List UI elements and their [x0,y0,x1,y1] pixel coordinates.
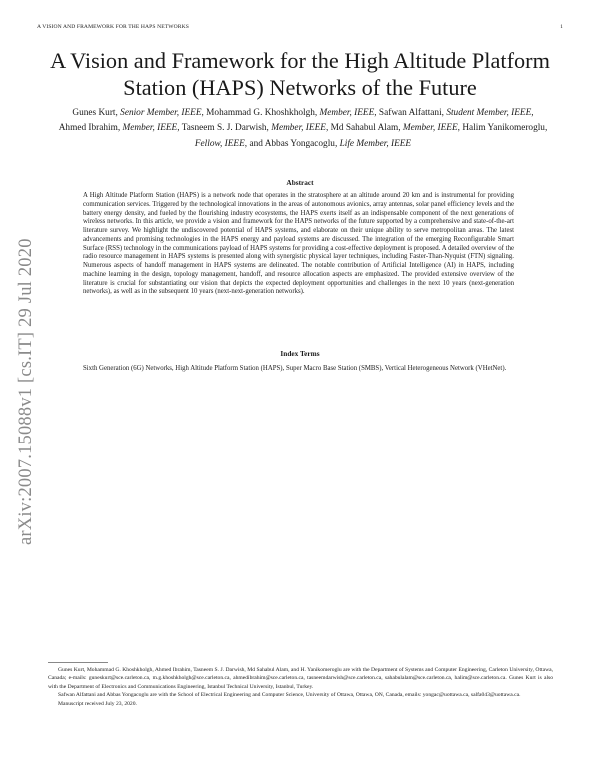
author-name: Tasneem S. J. Darwish [181,123,267,134]
paper-title: A Vision and Framework for the High Altitude Platform Station (HAPS) Networks of the Future [50,48,550,100]
author-name: Md Sahabul Alam [330,123,399,134]
author-list: Gunes Kurt, Senior Member, IEEE, Mohammad G. Khoshkholgh, Member, IEEE, Safwan Alfattani, Student Member, IEEE, Ahmed Ibrahim, Member, IEEE, Tasneem S. J. Darwish, Member, IEEE, Md Sahabul Alam, Member, IEEE, Halim Yanikomeroglu, Fellow, IEEE, and Abbas Yongacoglu, Life Member, IEEE [58,108,548,149]
author-membership: Member, IEEE [402,123,458,134]
footnote-affiliation-ottawa: Safwan Alfattani and Abbas Yongacoglu are with the School of Electrical Engineering and Computer Science, University of Ottawa, Ottawa, ON, Canada, emails: yongac@uottawa.ca, salfa043@uottawa.ca. [58,692,521,699]
arxiv-stamp[interactable]: arXiv:2007.15088v1 [cs.IT] 29 Jul 2020 [16,238,36,545]
index-terms-text: Sixth Generation (6G) Networks, High Altitude Platform Station (HAPS), Super Macro Base Station (SMBS), Vertical Heterogeneous Network (VHetNet). [83,365,507,372]
author-membership: Life Member, IEEE [339,138,412,149]
author-membership: Senior Member, IEEE [120,108,202,118]
running-title: A VISION AND FRAMEWORK FOR THE HAPS NETWORKS [37,24,189,30]
abstract-heading: Abstract [286,178,314,187]
footnotes [48,666,553,708]
author-membership: Student Member, IEEE [446,108,532,118]
author-membership: Member, IEEE [319,108,375,118]
footnote-affiliation-carleton: Gunes Kurt, Mohammad G. Khoshkholgh, Ahmed Ibrahim, Tasneem S. J. Darwish, Md Sahabul Alam, and H. Yanikomeroglu are with the Department of Systems and Computer Engineering, Carleton University, Ottawa, Canada; e-mails: guneskurt@sce.carleton.ca, m.g.khoshkholgh@sce.carleton.ca, ahmedibrahim@sce.carleton.ca, tasneemdarwish@sce.carleton.ca, sahabulalam@sce.carleton.ca, halim@sce.carleton.ca. Gunes Kurt is also with the Department of Electronics and Communications Engineering, Istanbul Technical University, Istanbul, Turkey. [48,667,553,690]
author-name: Halim Yanikomeroglu [462,123,545,134]
author-name: Abbas Yongacoglu [264,138,335,149]
footnote-divider [48,662,108,663]
footnote-manuscript-date: Manuscript received July 23, 2020. [58,700,137,707]
author-name: Safwan Alfattani [378,108,442,118]
page-number: 1 [560,24,563,30]
author-name: Gunes Kurt [72,108,116,118]
index-terms-heading: Index Terms [280,349,320,358]
author-name: Mohammad G. Khoshkholgh [206,108,315,118]
author-membership: Fellow, IEEE [194,138,245,149]
abstract-text: A High Altitude Platform Station (HAPS) is a network node that operates in the stratosphere at an altitude around 20 km and is instrumental for providing communication services. Triggered by the technological innovations in the areas of autonomous avionics, array antennas, solar panel efficiency levels and the battery energy density, and fueled by the flourishing industry ecosystems, the HAPS exerts itself as an indispensable component of the next generations of wireless networks. In this article, we provide a vision and framework for the HAPS networks of the future supported by a comprehensive and state-of-the-art literature survey. We highlight the undiscovered potential of HAPS systems, and elaborate on their unique ability to serve metropolitan areas. The latest advancements and promising technologies in the HAPS energy and payload systems are discussed. The integration of the emerging Reconfigurable Smart Surface (RSS) technology in the communications payload of HAPS systems for providing a cost-effective deployment is proposed. A detailed overview of the radio resource management in HAPS systems is presented along with synergistic physical layer techniques, including Faster-Than-Nyquist (FTN) signaling. Numerous aspects of handoff management in HAPS systems are delineated. The notable contribution of Artificial Intelligence (AI) in HAPS, including machine learning in the design, topology management, handoff, and resource allocation aspects are emphasized. The provided extensive overview of the literature is crucial for substantiating our vision that depicts the expected deployment opportunities and challenges in the next 10 years (next-generation networks), as well as in the subsequent 10 years (next-next-generation networks). [83,192,514,296]
author-membership: Member, IEEE [271,123,326,134]
running-header [37,24,563,30]
author-membership: Member, IEEE [122,123,178,134]
author-name: Ahmed Ibrahim [58,123,118,134]
